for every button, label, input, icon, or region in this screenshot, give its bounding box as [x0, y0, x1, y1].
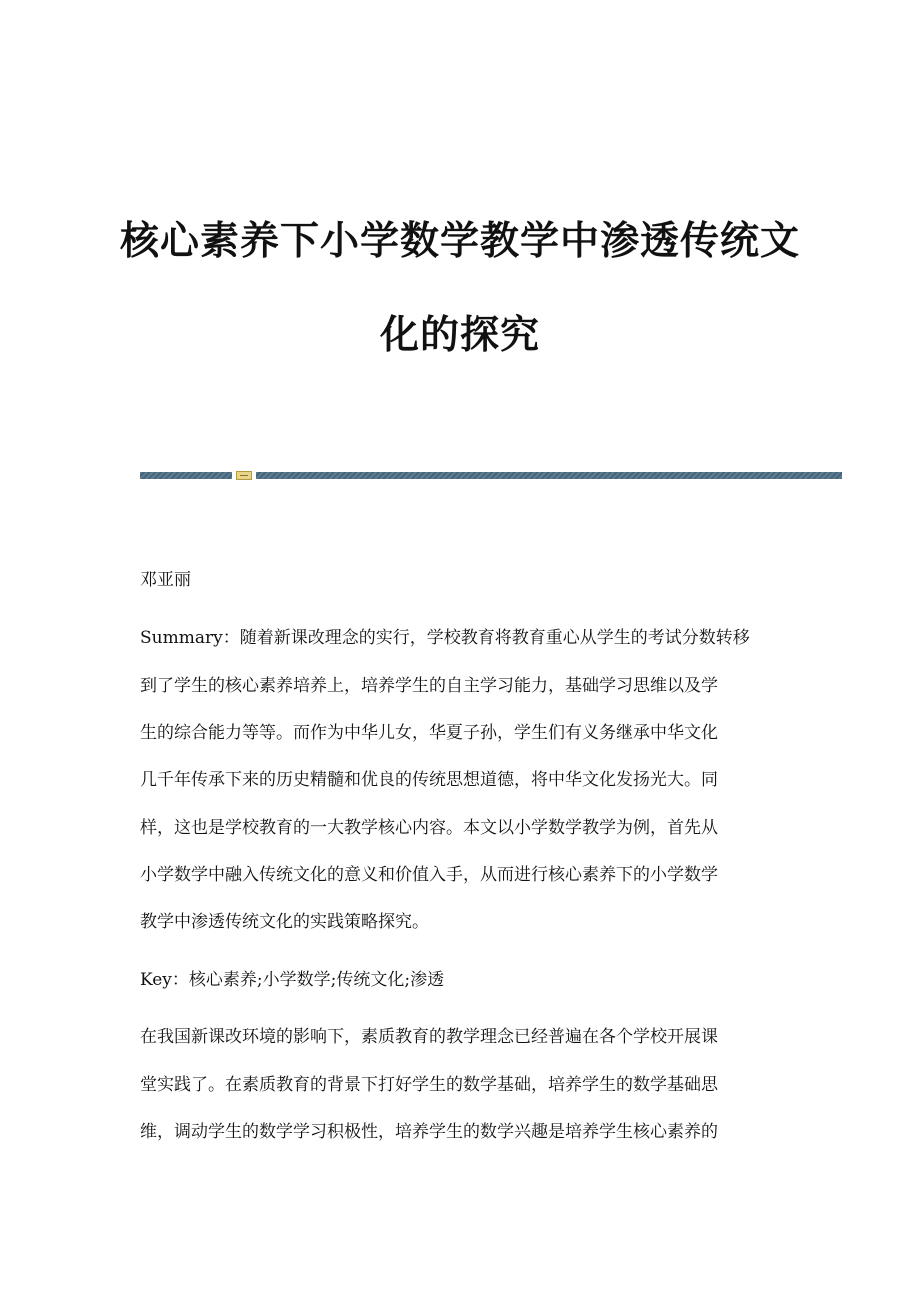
author-name: 邓亚丽	[140, 570, 191, 590]
title-line-2: 化的探究	[379, 313, 540, 358]
divider-bar-right	[256, 472, 842, 479]
summary-line: 样，这也是学校教育的一大教学核心内容。本文以小学数学教学为例，首先从	[140, 818, 718, 838]
title-divider	[140, 471, 842, 480]
keywords-line: Key：核心素养;小学数学;传统文化;渗透	[140, 970, 445, 990]
title-line-1: 核心素养下小学数学教学中渗透传统文	[119, 219, 800, 264]
summary-line: 到了学生的核心素养培养上，培养学生的自主学习能力，基础学习思维以及学	[140, 676, 718, 696]
body-line: 在我国新课改环境的影响下，素质教育的教学理念已经普遍在各个学校开展课	[140, 1027, 718, 1047]
summary-line: 几千年传承下来的历史精髓和优良的传统思想道德，将中华文化发扬光大。同	[140, 770, 718, 790]
summary-line: Summary：随着新课改理念的实行，学校教育将教育重心从学生的考试分数转移	[140, 628, 750, 648]
summary-line: 生的综合能力等等。而作为中华儿女，华夏子孙，学生们有义务继承中华文化	[140, 723, 718, 743]
summary-line: 小学数学中融入传统文化的意义和价值入手，从而进行核心素养下的小学数学	[140, 865, 718, 885]
body-line: 堂实践了。在素质教育的背景下打好学生的数学基础，培养学生的数学基础思	[140, 1075, 718, 1095]
summary-line: 教学中渗透传统文化的实践策略探究。	[140, 912, 429, 932]
body-line: 维，调动学生的数学学习积极性，培养学生的数学兴趣是培养学生核心素养的	[140, 1122, 718, 1142]
divider-bar-left	[140, 472, 232, 479]
divider-ornament-icon	[236, 471, 252, 480]
